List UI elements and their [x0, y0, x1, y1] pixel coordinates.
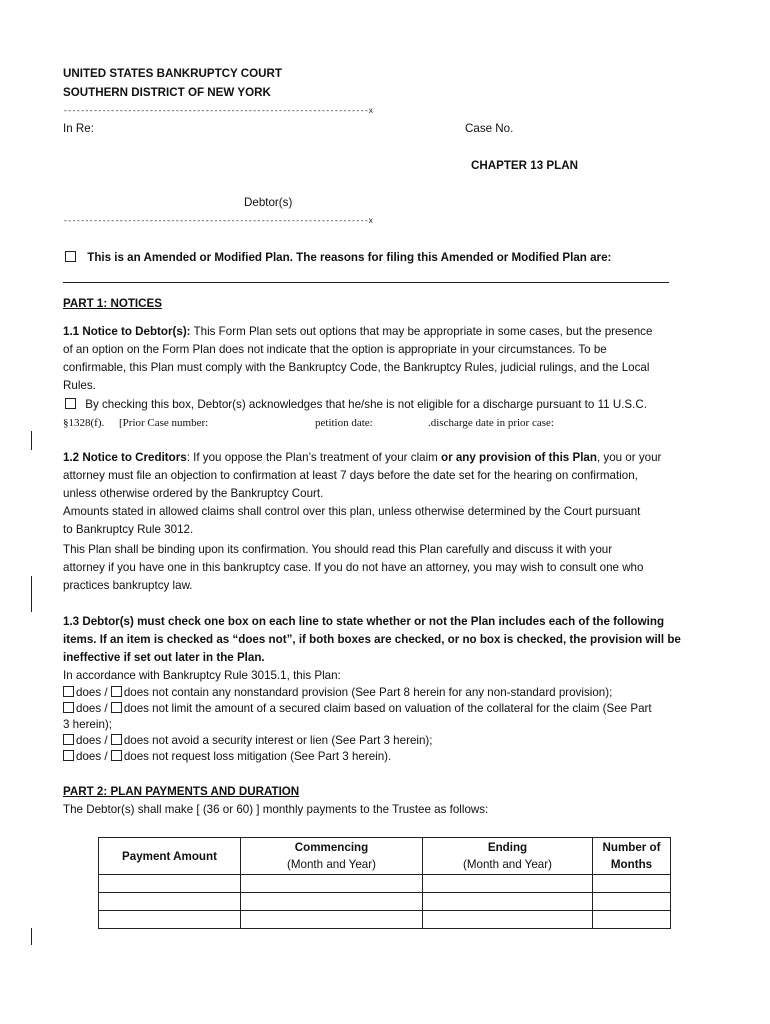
court-name: UNITED STATES BANKRUPTCY COURT	[63, 67, 282, 80]
ending-header-sub: (Month and Year)	[463, 858, 552, 871]
notice-creditors-line7: attorney if you have one in this bankruptcy case. If you do not have an attorney, you may wish to consult one who	[63, 561, 644, 574]
commencing-cell[interactable]	[241, 893, 423, 911]
notice-debtor-line2: of an option on the Form Plan does not indicate that the option is appropriate in your circumstances. To be	[63, 343, 607, 356]
commencing-header	[241, 838, 423, 875]
notice-creditors-line5: to Bankruptcy Rule 3012.	[63, 523, 194, 536]
debtors-label: Debtor(s)	[244, 196, 293, 209]
debtor-check-line2: items. If an item is checked as “does not”, if both boxes are checked, or no box is checked, the provision will be	[63, 633, 681, 646]
option-limit-secured-cont: 3 herein);	[63, 718, 112, 731]
ending-cell[interactable]	[423, 893, 593, 911]
does-label: does /	[76, 750, 111, 763]
table-row	[99, 875, 671, 893]
case-no-label: Case No.	[465, 122, 514, 135]
revision-bar	[31, 431, 32, 450]
prior-discharge-date-label: .discharge date in prior case:	[428, 417, 554, 429]
notice-debtor-text: This Form Plan sets out options that may be appropriate in some cases, but the presence	[190, 325, 653, 338]
months-cell[interactable]	[593, 875, 671, 893]
discharge-text: By checking this box, Debtor(s) acknowledges that he/she is not eligible for a discharge pursuant to 11 U.S.C.	[85, 398, 647, 411]
option-text: does not contain any nonstandard provision (See Part 8 herein for any non-standard provision);	[123, 686, 613, 699]
petition-date-label: petition date:	[315, 417, 373, 429]
discharge-row	[65, 396, 647, 414]
prior-case-number-label: [Prior Case number:	[119, 417, 209, 429]
part2-intro: The Debtor(s) shall make [ (36 or 60) ] monthly payments to the Trustee as follows:	[63, 803, 489, 816]
table-header-row	[99, 838, 671, 875]
months-cell[interactable]	[593, 911, 671, 929]
court-district: SOUTHERN DISTRICT OF NEW YORK	[63, 86, 271, 99]
does-checkbox[interactable]	[63, 750, 74, 761]
does-checkbox[interactable]	[63, 702, 74, 713]
table-row	[99, 893, 671, 911]
rule-3015-line: In accordance with Bankruptcy Rule 3015.1, this Plan:	[63, 669, 341, 682]
option-text: does not avoid a security interest or lien (See Part 3 herein);	[123, 734, 433, 747]
payment-amount-cell[interactable]	[99, 893, 241, 911]
commencing-header-sub: (Month and Year)	[287, 858, 376, 871]
option-loss-mitigation	[63, 748, 391, 766]
number-of-months-header	[593, 838, 671, 875]
table-row	[99, 911, 671, 929]
months-cell[interactable]	[593, 893, 671, 911]
notice-creditors-line2: attorney must file an objection to confirmation at least 7 days before the date set for the hearing on confirmation,	[63, 469, 638, 482]
does-label: does /	[76, 686, 111, 699]
part1-heading: PART 1: NOTICES	[63, 297, 162, 310]
part2-heading: PART 2: PLAN PAYMENTS AND DURATION	[63, 785, 300, 798]
caption-separator-top: -----------------------------------------------------------------------x	[63, 107, 373, 116]
notice-debtor-title: 1.1 Notice to Debtor(s):	[63, 325, 191, 338]
does-label: does /	[76, 734, 111, 747]
notice-creditors-line6: This Plan shall be binding upon its confirmation. You should read this Plan carefully and discuss it with your	[63, 543, 613, 556]
amended-plan-label: This is an Amended or Modified Plan. The reasons for filing this Amended or Modified Plan are:	[87, 251, 612, 264]
debtor-check-line3: ineffective if set out later in the Plan.	[63, 651, 265, 664]
revision-bar	[31, 928, 32, 945]
notice-creditors-text-a: : If you oppose the Plan’s treatment of your claim	[186, 451, 442, 464]
payment-schedule-table	[98, 837, 671, 929]
does-label: does /	[76, 702, 111, 715]
option-limit-secured	[63, 700, 652, 718]
revision-bar	[31, 576, 32, 612]
payment-amount-header-label: Payment Amount	[122, 849, 217, 863]
number-of-months-label: Number of	[602, 841, 661, 854]
notice-creditors-line3: unless otherwise ordered by the Bankruptcy Court.	[63, 487, 324, 500]
in-re-label: In Re:	[63, 122, 94, 135]
notice-creditors-line1	[63, 449, 661, 467]
payment-amount-cell[interactable]	[99, 911, 241, 929]
notice-creditors-title: 1.2 Notice to Creditors	[63, 451, 187, 464]
payment-amount-header	[99, 838, 241, 875]
commencing-cell[interactable]	[241, 875, 423, 893]
does-not-checkbox[interactable]	[111, 686, 122, 697]
does-not-checkbox[interactable]	[111, 750, 122, 761]
ending-header-label: Ending	[487, 841, 528, 854]
commencing-cell[interactable]	[241, 911, 423, 929]
does-checkbox[interactable]	[63, 734, 74, 745]
number-of-months-sub: Months	[610, 858, 653, 871]
does-not-checkbox[interactable]	[111, 702, 122, 713]
notice-creditors-line4: Amounts stated in allowed claims shall control over this plan, unless otherwise determined by the Court pursuant	[63, 505, 641, 518]
option-text: does not request loss mitigation (See Part 3 herein).	[123, 750, 392, 763]
amended-reasons-line[interactable]	[63, 282, 669, 283]
amended-plan-checkbox[interactable]	[65, 251, 76, 262]
caption-separator-bottom: -----------------------------------------------------------------------x	[63, 217, 373, 226]
notice-creditors-line8: practices bankruptcy law.	[63, 579, 193, 592]
debtor-check-line1: 1.3 Debtor(s) must check one box on each line to state whether or not the Plan includes each of the following	[63, 615, 665, 628]
does-checkbox[interactable]	[63, 686, 74, 697]
amended-plan-row	[65, 249, 611, 267]
commencing-header-label: Commencing	[294, 841, 369, 854]
notice-creditors-text-c: , you or your	[596, 451, 662, 464]
chapter-title: CHAPTER 13 PLAN	[471, 159, 578, 172]
option-text: does not limit the amount of a secured claim based on valuation of the collateral for the claim (See Part	[123, 702, 652, 715]
ending-header	[423, 838, 593, 875]
does-not-checkbox[interactable]	[111, 734, 122, 745]
ending-cell[interactable]	[423, 875, 593, 893]
discharge-checkbox[interactable]	[65, 398, 76, 409]
notice-debtor-line3: confirmable, this Plan must comply with the Bankruptcy Code, the Bankruptcy Rules, judicial rulings, and the Local	[63, 361, 650, 374]
discharge-sec: §1328(f).	[63, 417, 105, 429]
notice-creditors-text-b: or any provision of this Plan	[441, 451, 597, 464]
ending-cell[interactable]	[423, 911, 593, 929]
notice-debtor-line4: Rules.	[63, 379, 96, 392]
notice-debtor-line1	[63, 323, 652, 341]
payment-amount-cell[interactable]	[99, 875, 241, 893]
